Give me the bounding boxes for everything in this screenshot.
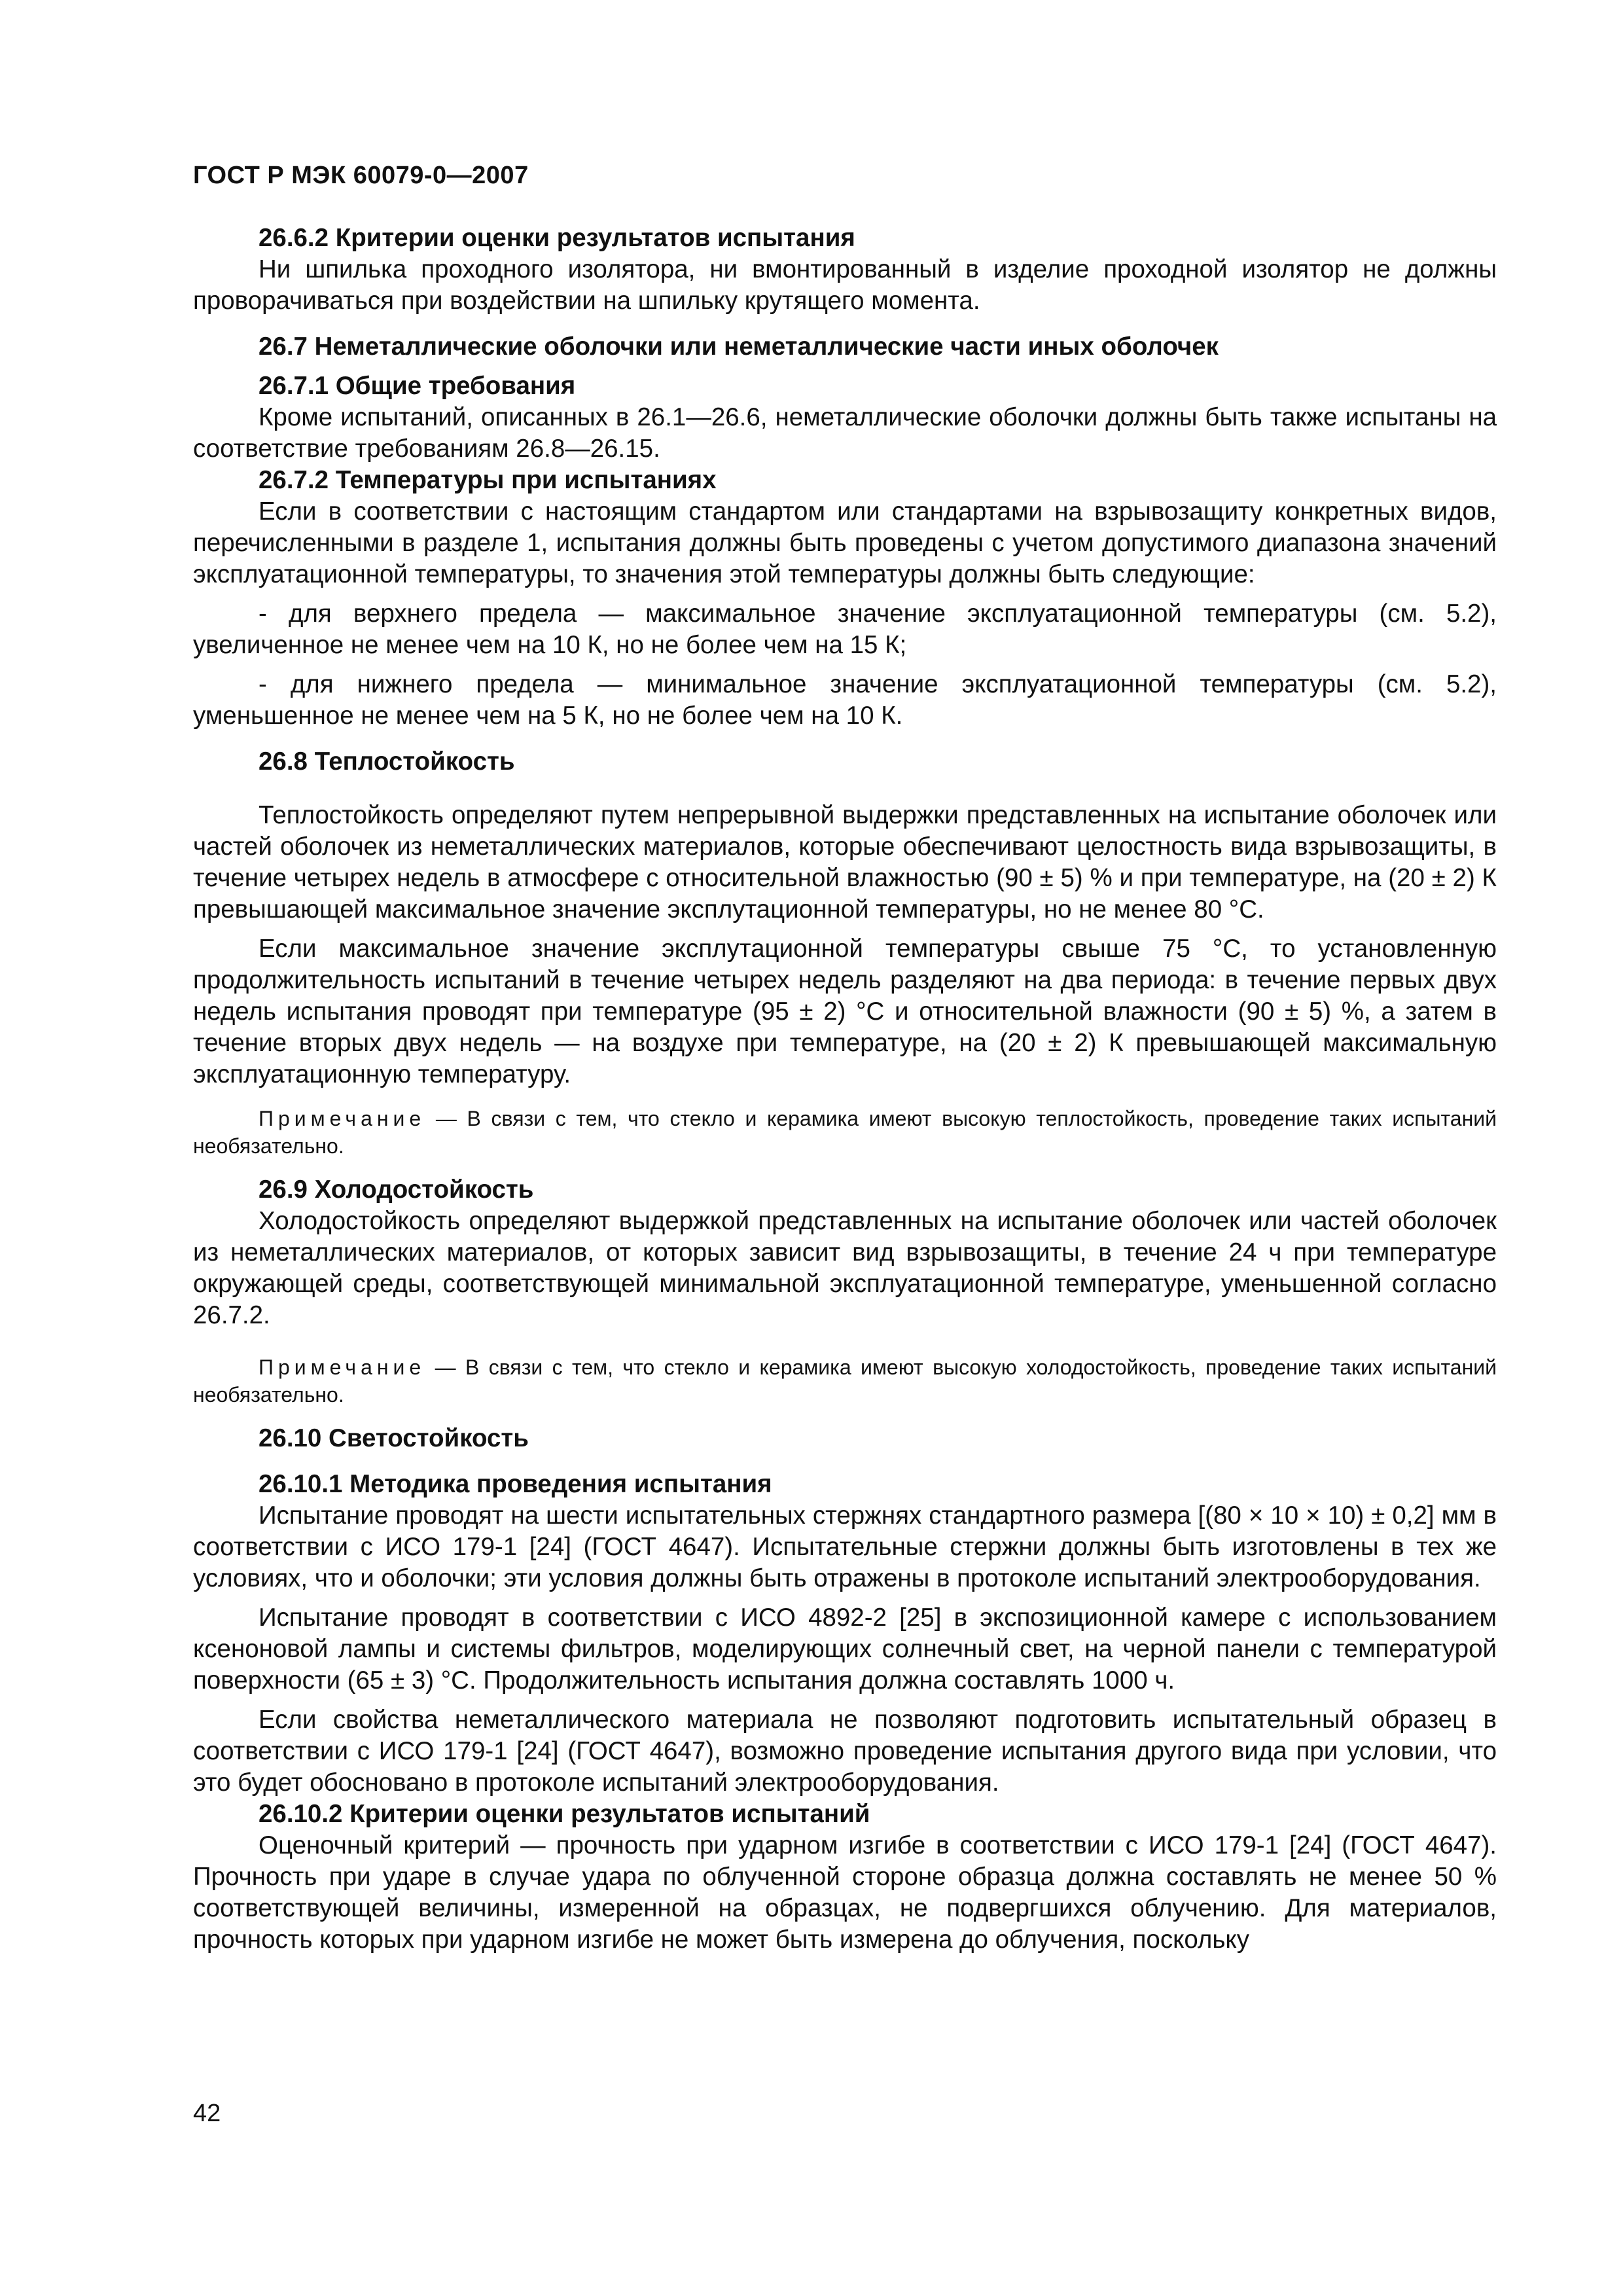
section-heading: 26.10.2 Критерии оценки результатов испытаний — [259, 1800, 870, 1828]
note-text: — В связи с тем, что стекло и керамика имеют высокую теплостойкость, проведение таких испытаний необязательно. — [193, 1107, 1497, 1158]
body-paragraph: Ни шпилька проходного изолятора, ни вмонтированный в изделие проходной изолятор не должны проворачиваться при воздействии на шпильку крутящего момента. — [193, 255, 1497, 315]
body-paragraph: Холодостойкость определяют выдержкой представленных на испытание оболочек или частей оболочек из неметаллических материалов, от которых зависит вид взрывозащиты, в течение 24 ч при температуре окружающей среды, соответствующей минимальной эксплуатационной температуре, уменьшенной согласно 26.7.2. — [193, 1207, 1497, 1329]
section-heading: 26.10 Светостойкость — [259, 1424, 529, 1452]
note-label: Примечание — [259, 1355, 426, 1379]
body-paragraph: Если в соответствии с настоящим стандартом или стандартами на взрывозащиту конкретных видов, перечисленными в разделе 1, испытания должны быть проведены с учетом допустимого диапазона значений эксплуатационной температуры, то значения этой температуры должны быть следующие: — [193, 497, 1497, 588]
body-paragraph: Если свойства неметаллического материала не позволяют подготовить испытательный образец в соответствии с ИСО 179-1 [24] (ГОСТ 4647), возможно проведение испытания другого вида при условии, что это будет обосновано в протоколе испытаний электрооборудования. — [193, 1706, 1497, 1797]
body-paragraph: Испытание проводят в соответствии с ИСО 4892-2 [25] в экспозиционной камере с использованием ксеноновой лампы и системы фильтров, моделирующих солнечный свет, на черной панели с температурой поверхности (65 ± 3) °С. Продолжительность испытания должна составлять 1000 ч. — [193, 1604, 1497, 1695]
body-paragraph: Если максимальное значение эксплутационной температуры свыше 75 °С, то установленную продолжительность испытаний в течение четырех недель разделяют на два периода: в течение первых двух недель испытания проводят при температуре (95 ± 2) °С и относительной влажности (90 ± 5) %, а затем в течение вторых двух недель — на воздухе при температуре, на (20 ± 2) К превышающей максимальную эксплуатационную температуру. — [193, 935, 1497, 1088]
document-body — [193, 223, 1497, 1956]
body-paragraph: - для нижнего предела — минимальное значение эксплуатационной температуры (см. 5.2), уменьшенное не менее чем на 5 К, но не более чем на 10 К. — [193, 670, 1497, 730]
body-paragraph: Теплостойкость определяют путем непрерывной выдержки представленных на испытание оболочек или частей оболочек из неметаллических материалов, которые обеспечивают целостность вида взрывозащиты, в течение четырех недель в атмосфере с относительной влажностью (90 ± 5) % и при температуре, на (20 ± 2) К превышающей максимальное значение эксплутационной температуры, но не менее 80 °С. — [193, 801, 1497, 924]
body-paragraph: - для верхнего предела — максимальное значение эксплуатационной температуры (см. 5.2), увеличенное не менее чем на 10 К, но не более чем на 15 К; — [193, 600, 1497, 659]
section-heading: 26.7 Неметаллические оболочки или неметаллические части иных оболочек — [259, 332, 1219, 361]
section-heading: 26.6.2 Критерии оценки результатов испытания — [259, 224, 855, 252]
body-paragraph: Кроме испытаний, описанных в 26.1—26.6, неметаллические оболочки должны быть также испытаны на соответствие требованиям 26.8—26.15. — [193, 403, 1497, 463]
note-paragraph — [193, 1354, 1497, 1408]
section-heading: 26.7.1 Общие требования — [259, 372, 576, 400]
body-paragraph: Испытание проводят на шести испытательных стержнях стандартного размера [(80 × 10 × 10) ± 0,2] мм в соответствии с ИСО 179-1 [24] (ГОСТ 4647). Испытательные стержни должны быть изготовлены в тех же условиях, что и оболочки; эти условия должны быть отражены в протоколе испытаний электрооборудования. — [193, 1501, 1497, 1592]
section-heading: 26.7.2 Температуры при испытаниях — [259, 466, 717, 494]
section-heading: 26.8 Теплостойкость — [259, 747, 515, 776]
note-text: — В связи с тем, что стекло и керамика имеют высокую холодостойкость, проведение таких испытаний необязательно. — [193, 1355, 1497, 1407]
page-number: 42 — [193, 2100, 221, 2127]
note-label: Примечание — [259, 1107, 426, 1130]
section-heading: 26.10.1 Методика проведения испытания — [259, 1470, 772, 1498]
running-header-standard: ГОСТ Р МЭК 60079-0—2007 — [193, 162, 529, 189]
body-paragraph: Оценочный критерий — прочность при ударном изгибе в соответствии с ИСО 179-1 [24] (ГОСТ 4647). Прочность при ударе в случае удара по облученной стороне образца должна составлять не менее 50 % соответствующей величины, измеренной на образцах, не подвергшихся облучению. Для материалов, прочность которых при ударном изгибе не может быть измерена до облучения, поскольку — [193, 1831, 1497, 1954]
note-paragraph — [193, 1105, 1497, 1160]
section-heading: 26.9 Холодостойкость — [259, 1175, 534, 1204]
